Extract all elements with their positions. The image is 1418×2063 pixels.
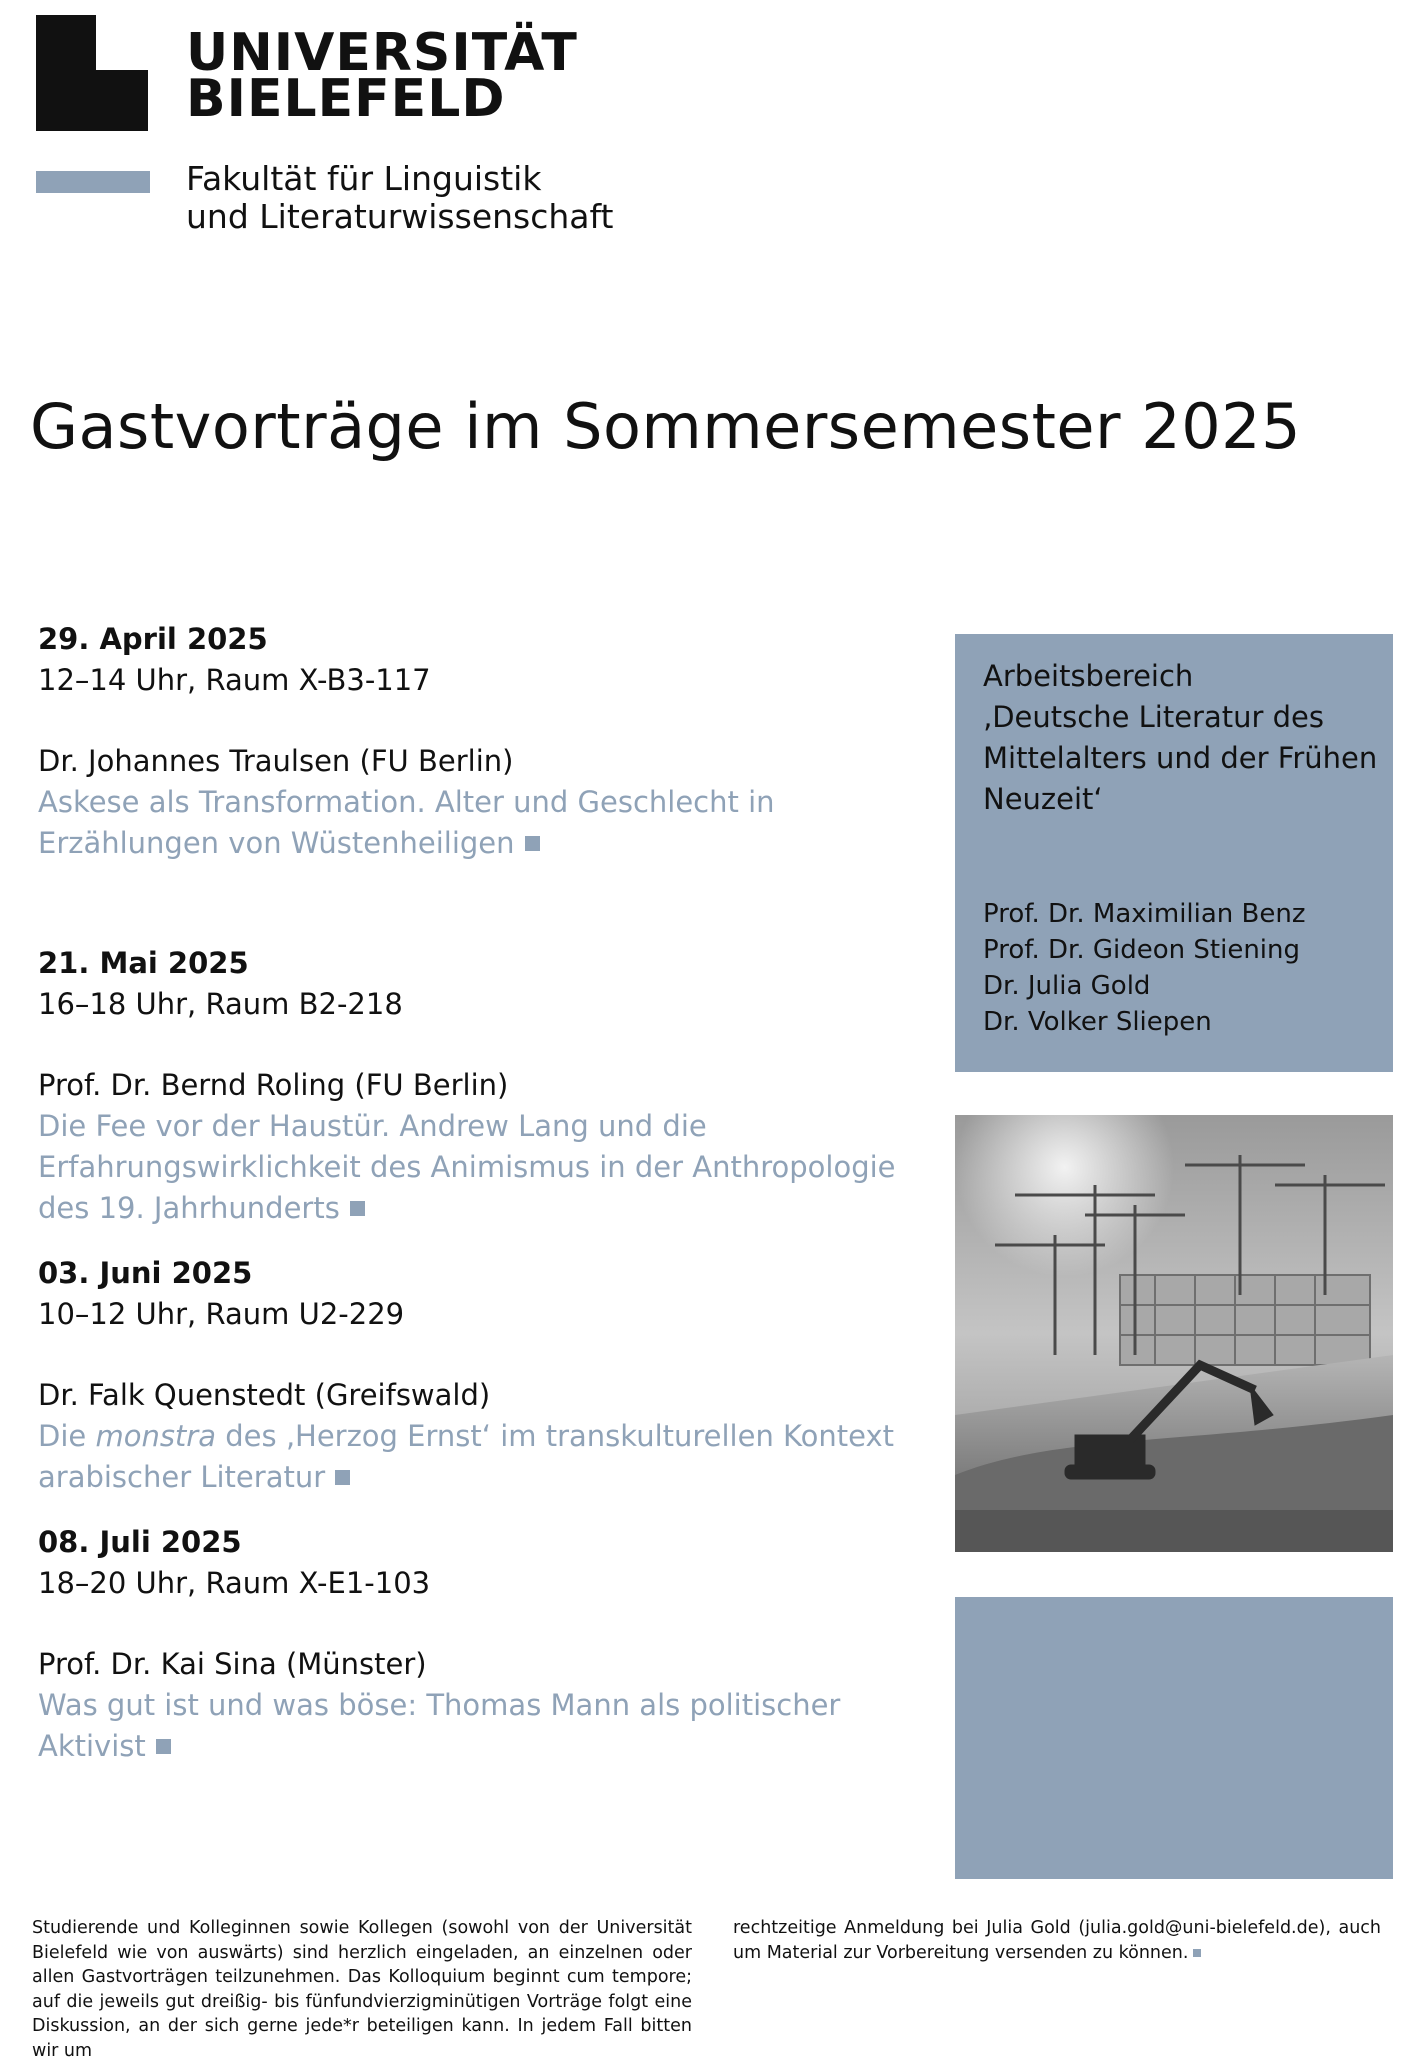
lecture-time-room: 10–12 Uhr, Raum U2-229 xyxy=(38,1297,405,1331)
lecture-topic xyxy=(38,782,898,864)
faculty-accent-bar xyxy=(36,171,150,193)
accent-box xyxy=(955,1597,1393,1879)
lecture-topic-text: Aktivist xyxy=(38,1729,146,1763)
end-square-icon xyxy=(350,1201,365,1216)
lecture-topic xyxy=(38,1106,898,1229)
faculty-name-line2: und Literaturwissenschaft xyxy=(186,197,614,236)
lecture-topic-line xyxy=(38,1416,898,1457)
lecture-speaker: Prof. Dr. Kai Sina (Münster) xyxy=(38,1647,427,1681)
lecture-topic-line: Die Fee vor der Haustür. Andrew Lang und die xyxy=(38,1109,707,1143)
department-heading-line: Mittelalters und der Frühen xyxy=(983,741,1378,775)
department-heading-line: Arbeitsbereich xyxy=(983,659,1194,693)
lecture-entry xyxy=(38,943,898,1229)
lecture-time-room: 16–18 Uhr, Raum B2-218 xyxy=(38,987,403,1021)
lecture-topic xyxy=(38,1685,898,1767)
lecture-date: 08. Juli 2025 xyxy=(38,1525,242,1559)
lecture-speaker: Prof. Dr. Bernd Roling (FU Berlin) xyxy=(38,1068,509,1102)
lecture-topic-line: Askese als Transformation. Alter und Geschlecht in xyxy=(38,785,775,819)
department-heading xyxy=(983,656,1383,820)
lecture-time-room: 12–14 Uhr, Raum X-B3-117 xyxy=(38,663,431,697)
university-name-line1: UNIVERSITÄT xyxy=(186,23,578,83)
lecture-topic-line xyxy=(38,1188,898,1229)
lecture-topic-text: Erzählungen von Wüstenheiligen xyxy=(38,826,515,860)
lecture-entry xyxy=(38,619,898,864)
end-square-icon xyxy=(525,836,540,851)
lecture-topic-line xyxy=(38,1726,898,1767)
faculty-name-line1: Fakultät für Linguistik xyxy=(186,159,542,198)
lecture-topic-text: Die xyxy=(38,1419,96,1453)
end-square-icon xyxy=(1193,1949,1201,1957)
lecture-time-room: 18–20 Uhr, Raum X-E1-103 xyxy=(38,1566,431,1600)
end-square-icon xyxy=(335,1470,350,1485)
lecture-entry xyxy=(38,1253,898,1498)
department-heading-line: ‚Deutsche Literatur des xyxy=(983,700,1325,734)
member-name: Prof. Dr. Gideon Stiening xyxy=(983,935,1301,965)
footer-registration-text: rechtzeitige Anmeldung bei Julia Gold (julia.gold@uni-bielefeld.de), auch um Material zur Vorbereitung versenden zu können. xyxy=(733,1918,1381,1963)
lecture-topic-italic: monstra xyxy=(95,1419,216,1453)
lecture-topic-text: arabischer Literatur xyxy=(38,1460,326,1494)
university-logo-mark xyxy=(36,15,148,131)
page-title: Gastvorträge im Sommersemester 2025 xyxy=(30,390,1302,463)
lecture-topic-line: Erfahrungswirklichkeit des Animismus in der Anthropologie xyxy=(38,1150,896,1184)
department-members xyxy=(983,896,1306,1040)
department-heading-line: Neuzeit‘ xyxy=(983,782,1103,816)
member-name: Prof. Dr. Maximilian Benz xyxy=(983,899,1306,929)
university-name-line2: BIELEFELD xyxy=(186,69,506,129)
footer-registration xyxy=(733,1916,1381,1965)
end-square-icon xyxy=(156,1739,171,1754)
footer-invitation-text: Studierende und Kolleginnen sowie Kollegen (sowohl von der Universität Bielefeld wie von auswärts) sind herzlich eingeladen, an einzelnen oder allen Gastvorträgen teilzunehmen. Das Kolloquium beginnt cum tempore; auf die jeweils gut dreißig- bis fünfundvierzigminütigen Vorträge folgt eine Diskussion, an der sich gerne jede*r beteiligen kann. In jedem Fall bitten wir um xyxy=(32,1918,692,2061)
university-name xyxy=(186,23,578,129)
lecture-topic-line xyxy=(38,823,898,864)
lecture-date: 03. Juni 2025 xyxy=(38,1256,253,1290)
lecture-topic xyxy=(38,1416,898,1498)
lecture-topic-text: des ‚Herzog Ernst‘ im transkulturellen Kontext xyxy=(216,1419,894,1453)
lecture-speaker: Dr. Johannes Traulsen (FU Berlin) xyxy=(38,744,514,778)
lecture-date: 29. April 2025 xyxy=(38,622,268,656)
faculty-name xyxy=(186,160,614,236)
lecture-speaker: Dr. Falk Quenstedt (Greifswald) xyxy=(38,1378,491,1412)
lecture-topic-line xyxy=(38,1457,898,1498)
department-info-box xyxy=(955,634,1393,1072)
lecture-entry xyxy=(38,1522,898,1767)
member-name: Dr. Julia Gold xyxy=(983,971,1151,1001)
construction-site-photo xyxy=(955,1115,1393,1552)
member-name: Dr. Volker Sliepen xyxy=(983,1007,1212,1037)
lecture-date: 21. Mai 2025 xyxy=(38,946,249,980)
lecture-topic-line: Was gut ist und was böse: Thomas Mann als politischer xyxy=(38,1688,841,1722)
lecture-topic-text: des 19. Jahrhunderts xyxy=(38,1191,340,1225)
